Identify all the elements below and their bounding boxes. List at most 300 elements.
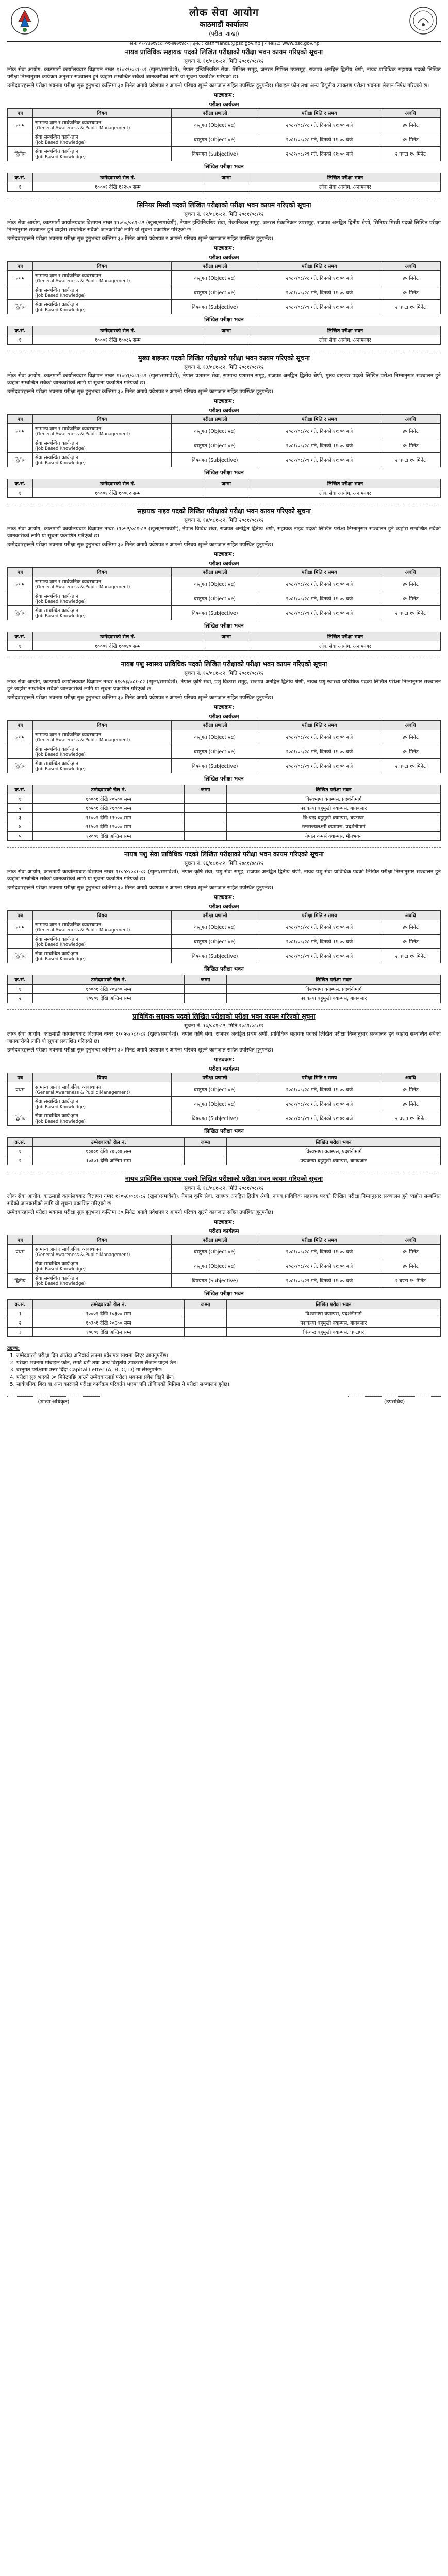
center-rollno: १०४०१ देखि अन्तिम सम्म bbox=[33, 994, 185, 1003]
schedule-row bbox=[8, 920, 441, 935]
schedule-duration: ४५ मिनेट bbox=[380, 1259, 441, 1274]
notice-paragraph: उम्मेदवारहरूले परीक्षा भवनमा परीक्षा सुरु हुनुभन्दा कम्तिमा ३० मिनेट अगावै प्रवेशपत्र र आफ्नो परिचय खुल्ने कागजात सहित उपस्थित हुनुपर्नेछ। bbox=[7, 542, 273, 548]
schedule-subject bbox=[33, 1097, 172, 1111]
schedule-subject-en: (Job Based Knowledge) bbox=[35, 140, 86, 145]
schedule-duration: ४५ मिनेट bbox=[380, 424, 441, 438]
center-header-row bbox=[8, 326, 441, 335]
notice-section bbox=[7, 1009, 441, 1165]
center-name: लोक सेवा आयोग, अनामनगर bbox=[250, 641, 440, 651]
center-count bbox=[185, 822, 226, 832]
center-header-cell: उम्मेदवारको रोल नं. bbox=[33, 479, 203, 488]
schedule-header-cell: परीक्षा मिति र समय bbox=[258, 1235, 380, 1245]
schedule-subject bbox=[33, 591, 172, 606]
schedule-method: विषयगत (Subjective) bbox=[172, 949, 258, 963]
schedule-duration: ४५ मिनेट bbox=[380, 132, 441, 147]
schedule-method: वस्तुगत (Objective) bbox=[172, 1259, 258, 1274]
signature-left bbox=[7, 1396, 100, 1405]
schedule-subject-np: सामान्य ज्ञान र सार्वजनिक व्यवस्थापन bbox=[35, 120, 102, 126]
schedule-subject bbox=[33, 271, 172, 285]
schedule-subject bbox=[33, 606, 172, 620]
center-row bbox=[8, 335, 441, 345]
center-rollno: १०००१ देखि ११२५० सम्म bbox=[33, 182, 203, 192]
center-rollno: १०००१ देखि १०३०० सम्म bbox=[33, 1309, 185, 1318]
center-header-cell: जम्मा bbox=[203, 479, 250, 488]
office-section: (परीक्षा शाखा) bbox=[209, 30, 239, 37]
schedule-method: वस्तुगत (Objective) bbox=[172, 730, 258, 744]
center-header-row bbox=[8, 785, 441, 794]
schedule-subject-en: (General Awareness & Public Management) bbox=[35, 1090, 130, 1095]
schedule-subject-en: (Job Based Knowledge) bbox=[35, 599, 86, 604]
schedule-header-cell: परीक्षा मिति र समय bbox=[258, 568, 380, 577]
schedule-subject-en: (Job Based Knowledge) bbox=[35, 957, 86, 962]
center-count bbox=[185, 1147, 226, 1156]
schedule-row bbox=[8, 730, 441, 744]
schedule-subject bbox=[33, 300, 172, 314]
schedule-duration: २ घण्टा १५ मिनेट bbox=[380, 759, 441, 773]
schedule-method: वस्तुगत (Objective) bbox=[172, 1082, 258, 1097]
schedule-subject-en: (Job Based Knowledge) bbox=[35, 942, 86, 947]
schedule-subject-np: सेवा सम्बन्धित कार्य-ज्ञान bbox=[35, 951, 79, 957]
schedule-method: वस्तुगत (Objective) bbox=[172, 285, 258, 300]
center-sn: १ bbox=[8, 985, 33, 994]
schedule-phase: द्वितीय bbox=[8, 1274, 33, 1288]
center-sn: १ bbox=[8, 335, 33, 345]
schedule-table bbox=[7, 261, 441, 314]
schedule-header-cell: परीक्षा प्रणाली bbox=[172, 415, 258, 424]
schedule-header-cell: परीक्षा मिति र समय bbox=[258, 1073, 380, 1082]
schedule-subject-en: (Job Based Knowledge) bbox=[35, 1281, 86, 1286]
notices-container bbox=[7, 47, 441, 1337]
center-count bbox=[185, 804, 226, 813]
schedule-header-cell: परीक्षा मिति र समय bbox=[258, 721, 380, 730]
notice-paragraph: लोक सेवा आयोग, काठमाडौं कार्यालयबाट विज्ञापन नम्बर ११०५५/०८१-८२ (खुला/समावेशी), नेपाल कृषि सेवा, राजपत्र अनङ्कित प्रथम श्रेणी, प्राविधिक सहायक पदको लिखित परीक्षा निम्नानुसार सञ्चालन हुने व्यहोरा सम्बन्धित सबैको जानकारीको लागि यो सूचना प्रकाशित गरिएको छ। bbox=[7, 1031, 441, 1044]
center-header-row bbox=[8, 479, 441, 488]
schedule-duration: २ घण्टा १५ मिनेट bbox=[380, 949, 441, 963]
schedule-method: विषयगत (Subjective) bbox=[172, 300, 258, 314]
schedule-row bbox=[8, 453, 441, 467]
center-name: विश्वभाषा क्याम्पस, प्रदर्शनीमार्ग bbox=[226, 985, 440, 994]
schedule-duration: २ घण्टा १५ मिनेट bbox=[380, 300, 441, 314]
center-name: लोक सेवा आयोग, अनामनगर bbox=[250, 182, 440, 192]
center-count bbox=[185, 1156, 226, 1165]
schedule-caption: परीक्षा कार्यक्रम bbox=[209, 101, 239, 108]
schedule-header-row bbox=[8, 262, 441, 271]
schedule-subject-np: सेवा सम्बन्धित कार्य-ज्ञान bbox=[35, 149, 79, 155]
schedule-subject-en: (Job Based Knowledge) bbox=[35, 1119, 86, 1124]
center-header-cell: उम्मेदवारको रोल नं. bbox=[33, 975, 185, 985]
schedule-subject-np: सामान्य ज्ञान र सार्वजनिक व्यवस्थापन bbox=[35, 732, 102, 738]
center-header-cell: क्र.सं. bbox=[8, 632, 33, 641]
center-rollno: १०००१ देखि १०४०० सम्म bbox=[33, 985, 185, 994]
schedule-header-cell: अवधि bbox=[380, 415, 441, 424]
schedule-phase bbox=[8, 591, 33, 606]
schedule-subject-en: (General Awareness & Public Management) bbox=[35, 126, 130, 131]
center-header-cell: जम्मा bbox=[185, 1138, 226, 1147]
center-name: त्रि-चन्द्र बहुमुखी क्याम्पस, घण्टाघर bbox=[226, 1328, 440, 1337]
schedule-subject-en: (Job Based Knowledge) bbox=[35, 614, 86, 619]
notice-ref: सूचना नं. १८/०८१-८२, मिति २०८१/०८/१२ bbox=[184, 1185, 264, 1191]
note-item: 1. उम्मेदवारले परीक्षा दिन आउँदा अनिवार्य रूपमा प्रवेशपत्र साथमा लिएर आउनुपर्नेछ। bbox=[16, 1352, 441, 1359]
center-header-cell: लिखित परीक्षा भवन bbox=[250, 479, 440, 488]
schedule-subject bbox=[33, 1082, 172, 1097]
schedule-date: २०८१/०८/२८ गते, दिनको ११:०० बजे bbox=[258, 577, 380, 591]
center-rollno: ११५०१ देखि १२००० सम्म bbox=[33, 822, 185, 832]
center-row bbox=[8, 182, 441, 192]
schedule-header-row bbox=[8, 415, 441, 424]
schedule-row bbox=[8, 949, 441, 963]
schedule-duration: ४५ मिनेट bbox=[380, 935, 441, 949]
schedule-date: २०८१/०८/२८ गते, दिनको ११:०० बजे bbox=[258, 285, 380, 300]
notice-section bbox=[7, 198, 441, 345]
schedule-date: २०८१/०८/२८ गते, दिनको ११:०० बजे bbox=[258, 591, 380, 606]
schedule-subject-np: सेवा सम्बन्धित कार्य-ज्ञान bbox=[35, 608, 79, 614]
center-header-cell: लिखित परीक्षा भवन bbox=[226, 1138, 440, 1147]
note-item: 4. परीक्षा सुरु भएको ३० मिनेटपछि आउने उम्मेदवारलाई परीक्षा भवनमा प्रवेश दिइने छैन। bbox=[16, 1374, 441, 1381]
schedule-subject-np: सामान्य ज्ञान र सार्वजनिक व्यवस्थापन bbox=[35, 1084, 102, 1090]
center-sn: ३ bbox=[8, 1328, 33, 1337]
exam-center-table bbox=[7, 1299, 441, 1337]
notice-paragraph: लोक सेवा आयोग, काठमाडौं कार्यालयबाट विज्ञापन नम्बर ११०५६/०८१-८२ (खुला/समावेशी), नेपाल कृषि सेवा, राजपत्र अनङ्कित द्वितीय श्रेणी, नायब प्राविधिक सहायक पदको लिखित परीक्षा निम्नानुसार सञ्चालन हुने व्यहोरा सम्बन्धित सबैको जानकारीको लागि यो सूचना प्रकाशित गरिएको छ। bbox=[7, 1194, 441, 1207]
notice-paragraph: लोक सेवा आयोग, काठमाडौं कार्यालयबाट विज्ञापन नम्बर ११०५४/०८१-८२ (खुला/समावेशी), नेपाल कृषि सेवा, पशु सेवा समूह, राजपत्र अनङ्कित द्वितीय श्रेणी, नायब पशु सेवा प्राविधिक पदको लिखित परीक्षा निम्नानुसार सञ्चालन हुने व्यहोरा सम्बन्धित सबैको जानकारीको लागि यो सूचना प्रकाशित गरिएको छ। bbox=[7, 869, 441, 882]
center-count bbox=[185, 832, 226, 841]
center-header-cell: जम्मा bbox=[185, 1300, 226, 1309]
schedule-method: वस्तुगत (Objective) bbox=[172, 935, 258, 949]
schedule-header-cell: अवधि bbox=[380, 721, 441, 730]
schedule-row bbox=[8, 1097, 441, 1111]
schedule-header-cell: परीक्षा प्रणाली bbox=[172, 1235, 258, 1245]
schedule-subject-np: सेवा सम्बन्धित कार्य-ज्ञान bbox=[35, 594, 79, 599]
schedule-subject bbox=[33, 949, 172, 963]
center-sn: १ bbox=[8, 641, 33, 651]
schedule-date: २०८१/०८/२९ गते, दिनको ११:०० बजे bbox=[258, 949, 380, 963]
schedule-method: वस्तुगत (Objective) bbox=[172, 424, 258, 438]
center-name: लोक सेवा आयोग, अनामनगर bbox=[250, 488, 440, 498]
schedule-subject-np: सेवा सम्बन्धित कार्य-ज्ञान bbox=[35, 134, 79, 140]
notice-ref: सूचना नं. १७/०८१-८२, मिति २०८१/०८/१२ bbox=[184, 1023, 264, 1029]
schedule-header-cell: पत्र bbox=[8, 262, 33, 271]
center-name: विश्वभाषा क्याम्पस, प्रदर्शनीमार्ग bbox=[226, 1147, 440, 1156]
schedule-date: २०८१/०८/२८ गते, दिनको ११:०० बजे bbox=[258, 935, 380, 949]
schedule-header-cell: विषय bbox=[33, 911, 172, 920]
schedule-row bbox=[8, 759, 441, 773]
schedule-row bbox=[8, 438, 441, 453]
schedule-date: २०८१/०८/२८ गते, दिनको ११:०० बजे bbox=[258, 1097, 380, 1111]
schedule-header-cell: अवधि bbox=[380, 1235, 441, 1245]
schedule-row bbox=[8, 271, 441, 285]
center-row bbox=[8, 1328, 441, 1337]
syllabus-caption: पाठ्यक्रम: bbox=[213, 398, 235, 404]
notice-title: नायब प्राविधिक सहायक पदको लिखित परीक्षाको परीक्षा भवन कायम गरिएको सूचना bbox=[125, 1175, 323, 1182]
schedule-date: २०८१/०८/२८ गते, दिनको ११:०० बजे bbox=[258, 132, 380, 147]
syllabus-caption: पाठ्यक्रम: bbox=[213, 551, 235, 557]
center-count bbox=[185, 994, 226, 1003]
schedule-date: २०८१/०८/२८ गते, दिनको ११:०० बजे bbox=[258, 118, 380, 132]
center-rollno: १०००१ देखि १००६२ सम्म bbox=[33, 488, 203, 498]
schedule-date: २०८१/०८/२८ गते, दिनको ११:०० बजे bbox=[258, 1245, 380, 1259]
office-header bbox=[7, 4, 441, 46]
center-header-cell: जम्मा bbox=[185, 975, 226, 985]
schedule-table bbox=[7, 108, 441, 161]
center-header-row bbox=[8, 1300, 441, 1309]
schedule-duration: ४५ मिनेट bbox=[380, 920, 441, 935]
center-name: पद्मकन्या बहुमुखी क्याम्पस, बागबजार bbox=[226, 1156, 440, 1165]
center-header-cell: जम्मा bbox=[185, 785, 226, 794]
schedule-header-cell: परीक्षा प्रणाली bbox=[172, 721, 258, 730]
schedule-subject bbox=[33, 438, 172, 453]
schedule-duration: ४५ मिनेट bbox=[380, 591, 441, 606]
schedule-phase bbox=[8, 1097, 33, 1111]
schedule-method: वस्तुगत (Objective) bbox=[172, 920, 258, 935]
center-count bbox=[185, 1328, 226, 1337]
schedule-subject-en: (General Awareness & Public Management) bbox=[35, 585, 130, 590]
schedule-subject bbox=[33, 935, 172, 949]
center-header-row bbox=[8, 1138, 441, 1147]
center-sn: १ bbox=[8, 1309, 33, 1318]
notice-title: नायब पशु सेवा प्राविधिक पदको लिखित परीक्षाको परीक्षा भवन कायम गरिएको सूचना bbox=[124, 850, 324, 858]
schedule-subject-en: (Job Based Knowledge) bbox=[35, 293, 86, 298]
center-row bbox=[8, 1156, 441, 1165]
schedule-header-cell: पत्र bbox=[8, 1235, 33, 1245]
center-header-cell: उम्मेदवारको रोल नं. bbox=[33, 173, 203, 182]
note-item: 2. परीक्षा भवनमा मोबाइल फोन, स्मार्ट घडी तथा अन्य विद्युतीय उपकरण लैजान पाइने छैन। bbox=[16, 1360, 441, 1366]
schedule-method: विषयगत (Subjective) bbox=[172, 453, 258, 467]
center-header-cell: उम्मेदवारको रोल नं. bbox=[33, 326, 203, 335]
notice-ref: सूचना नं. १५/०८१-८२, मिति २०८१/०८/१२ bbox=[184, 671, 264, 676]
notice-divider bbox=[7, 847, 441, 848]
center-rollno: १०३०१ देखि १०६०० सम्म bbox=[33, 1318, 185, 1328]
schedule-table bbox=[7, 1235, 441, 1288]
center-header-cell: उम्मेदवारको रोल नं. bbox=[33, 785, 185, 794]
room-caption: लिखित परीक्षा भवन bbox=[204, 1128, 244, 1134]
schedule-row bbox=[8, 118, 441, 132]
schedule-caption: परीक्षा कार्यक्रम bbox=[209, 561, 239, 567]
schedule-phase bbox=[8, 438, 33, 453]
center-count bbox=[185, 1318, 226, 1328]
schedule-duration: २ घण्टा १५ मिनेट bbox=[380, 147, 441, 161]
center-row bbox=[8, 994, 441, 1003]
schedule-phase: द्वितीय bbox=[8, 147, 33, 161]
schedule-caption: परीक्षा कार्यक्रम bbox=[209, 904, 239, 910]
notes-section bbox=[7, 1344, 441, 1388]
schedule-subject-np: सेवा सम्बन्धित कार्य-ज्ञान bbox=[35, 937, 79, 942]
schedule-row bbox=[8, 147, 441, 161]
schedule-date: २०८१/०८/२९ गते, दिनको ११:०० बजे bbox=[258, 759, 380, 773]
center-row bbox=[8, 794, 441, 804]
schedule-subject-en: (General Awareness & Public Management) bbox=[35, 928, 130, 933]
center-header-cell: क्र.सं. bbox=[8, 173, 33, 182]
center-header-cell: उम्मेदवारको रोल नं. bbox=[33, 1300, 185, 1309]
center-header-cell: लिखित परीक्षा भवन bbox=[226, 1300, 440, 1309]
room-caption: लिखित परीक्षा भवन bbox=[204, 164, 244, 170]
notice-paragraph: लोक सेवा आयोग, काठमाडौं कार्यालयबाट विज्ञापन नम्बर ११०५०/०८१-८२ (खुला/समावेशी), नेपाल इन्जिनियरिङ सेवा, मेकानिकल समूह, जनरल मेकानिकल उपसमूह, राजपत्र अनङ्कित द्वितीय श्रेणी, सिनियर मिस्त्री पदको लिखित परीक्षा निम्नानुसार सञ्चालन हुने व्यहोरा सम्बन्धित सबैको जानकारीको लागि यो सूचना प्रकाशित गरिएको छ। bbox=[7, 220, 441, 233]
exam-center-table bbox=[7, 173, 441, 192]
schedule-row bbox=[8, 132, 441, 147]
note-item: 5. सार्वजनिक बिदा वा अन्य कारणले परीक्षा कार्यक्रम परिवर्तन भएमा पनि तोकिएको मितिमा नै परीक्षा सञ्चालन हुनेछ। bbox=[16, 1381, 441, 1388]
schedule-row bbox=[8, 285, 441, 300]
schedule-duration: ४५ मिनेट bbox=[380, 438, 441, 453]
notice-section bbox=[7, 847, 441, 1003]
center-name: लोक सेवा आयोग, अनामनगर bbox=[250, 335, 440, 345]
syllabus-caption: पाठ्यक्रम: bbox=[213, 1219, 235, 1225]
schedule-header-cell: पत्र bbox=[8, 415, 33, 424]
schedule-header-cell: विषय bbox=[33, 262, 172, 271]
schedule-duration: ४५ मिनेट bbox=[380, 1097, 441, 1111]
schedule-header-cell: परीक्षा प्रणाली bbox=[172, 911, 258, 920]
schedule-header-cell: पत्र bbox=[8, 1073, 33, 1082]
schedule-method: वस्तुगत (Objective) bbox=[172, 577, 258, 591]
schedule-subject bbox=[33, 1259, 172, 1274]
center-row bbox=[8, 985, 441, 994]
room-caption: लिखित परीक्षा भवन bbox=[204, 623, 244, 629]
center-header-cell: क्र.सं. bbox=[8, 1300, 33, 1309]
room-caption: लिखित परीक्षा भवन bbox=[204, 966, 244, 972]
center-header-cell: क्र.सं. bbox=[8, 326, 33, 335]
schedule-row bbox=[8, 577, 441, 591]
notice-paragraph: उम्मेदवारहरूले परीक्षा भवनमा परीक्षा सुरु हुनुभन्दा कम्तिमा ३० मिनेट अगावै प्रवेशपत्र र आफ्नो परिचय खुल्ने कागजात सहित उपस्थित हुनुपर्नेछ। bbox=[7, 885, 273, 891]
center-header-row bbox=[8, 173, 441, 182]
room-caption: लिखित परीक्षा भवन bbox=[204, 1291, 244, 1297]
schedule-header-row bbox=[8, 568, 441, 577]
center-count bbox=[185, 1309, 226, 1318]
center-rollno: १०००१ देखि १०५०० सम्म bbox=[33, 794, 185, 804]
schedule-header-cell: परीक्षा प्रणाली bbox=[172, 1073, 258, 1082]
schedule-subject-np: सेवा सम्बन्धित कार्य-ज्ञान bbox=[35, 455, 79, 461]
schedule-header-cell: परीक्षा मिति र समय bbox=[258, 109, 380, 118]
schedule-subject-np: सेवा सम्बन्धित कार्य-ज्ञान bbox=[35, 1261, 79, 1267]
schedule-subject bbox=[33, 132, 172, 147]
center-header-cell: क्र.सं. bbox=[8, 1138, 33, 1147]
notice-paragraph: लोक सेवा आयोग, काठमाडौं कार्यालयबाट विज्ञापन नम्बर ११०४९/०८१-८२ (खुला/समावेशी), नेपाल इन्जिनियरिङ सेवा, सिभिल समूह, जनरल सिभिल उपसमूह, राजपत्र अनङ्कित द्वितीय श्रेणी, नायब प्राविधिक सहायक पदको लिखित परीक्षा निम्नानुसार कार्यक्रम अनुसार सञ्चालन हुने व्यहोरा सम्बन्धित सबैको जानकारीको लागि यो सूचना प्रकाशित गरिएको छ। bbox=[7, 67, 441, 80]
schedule-subject-np: सामान्य ज्ञान र सार्वजनिक व्यवस्थापन bbox=[35, 922, 102, 928]
center-header-cell: क्र.सं. bbox=[8, 479, 33, 488]
schedule-subject-en: (Job Based Knowledge) bbox=[35, 446, 86, 451]
center-sn: २ bbox=[8, 804, 33, 813]
schedule-phase: प्रथम bbox=[8, 577, 33, 591]
schedule-header-cell: परीक्षा प्रणाली bbox=[172, 262, 258, 271]
schedule-subject-en: (Job Based Knowledge) bbox=[35, 308, 86, 313]
center-count bbox=[203, 335, 250, 345]
schedule-date: २०८१/०८/२९ गते, दिनको ११:०० बजे bbox=[258, 1111, 380, 1126]
center-rollno: १०६०१ देखि अन्तिम सम्म bbox=[33, 1156, 185, 1165]
schedule-table bbox=[7, 910, 441, 963]
schedule-row bbox=[8, 1082, 441, 1097]
schedule-header-cell: अवधि bbox=[380, 911, 441, 920]
schedule-subject-np: सेवा सम्बन्धित कार्य-ज्ञान bbox=[35, 440, 79, 446]
center-count bbox=[185, 813, 226, 822]
exam-center-table bbox=[7, 326, 441, 345]
schedule-header-cell: परीक्षा मिति र समय bbox=[258, 911, 380, 920]
schedule-date: २०८१/०८/२८ गते, दिनको ११:०० बजे bbox=[258, 1082, 380, 1097]
center-sn: १ bbox=[8, 1147, 33, 1156]
schedule-row bbox=[8, 424, 441, 438]
center-sn: ४ bbox=[8, 822, 33, 832]
notice-title: नायब पशु स्वास्थ्य प्राविधिक पदको लिखित परीक्षाको परीक्षा भवन कायम गरिएको सूचना bbox=[121, 660, 327, 668]
notice-paragraph: उम्मेदवारहरूले परीक्षा भवनमा परीक्षा सुरु हुनुभन्दा कम्तिमा ३० मिनेट अगावै प्रवेशपत्र र आफ्नो परिचय खुल्ने कागजात सहित उपस्थित हुनुपर्नेछ। bbox=[7, 236, 273, 242]
schedule-header-cell: पत्र bbox=[8, 109, 33, 118]
notice-paragraph: उम्मेदवारहरूले परीक्षा भवनमा परीक्षा सुरु हुनुभन्दा कम्तिमा ३० मिनेट अगावै प्रवेशपत्र र आफ्नो परिचय खुल्ने कागजात सहित उपस्थित हुनुपर्नेछ। मोबाइल फोन तथा अन्य विद्युतीय उपकरण परीक्षा भवनमा लैजान निषेध गरिएको छ। bbox=[7, 83, 429, 89]
schedule-subject bbox=[33, 744, 172, 759]
center-rollno: १०००१ देखि १०६०० सम्म bbox=[33, 1147, 185, 1156]
schedule-subject bbox=[33, 1245, 172, 1259]
center-row bbox=[8, 813, 441, 822]
notice-ref: सूचना नं. १४/०८१-८२, मिति २०८१/०८/१२ bbox=[184, 518, 264, 523]
center-name: रत्नराज्यलक्ष्मी क्याम्पस, प्रदर्शनीमार्ग bbox=[226, 822, 440, 832]
schedule-header-cell: परीक्षा मिति र समय bbox=[258, 262, 380, 271]
center-rollno: १०६०१ देखि अन्तिम सम्म bbox=[33, 1328, 185, 1337]
signature-left-name: (शाखा अधिकृत) bbox=[7, 1396, 100, 1405]
notice-section bbox=[7, 1172, 441, 1337]
schedule-header-cell: पत्र bbox=[8, 568, 33, 577]
schedule-phase: द्वितीय bbox=[8, 606, 33, 620]
notice-ref: सूचना नं. ११/०८१-८२, मिति २०८१/०८/१२ bbox=[184, 59, 264, 64]
schedule-row bbox=[8, 300, 441, 314]
schedule-duration: २ घण्टा १५ मिनेट bbox=[380, 1111, 441, 1126]
schedule-header-cell: अवधि bbox=[380, 262, 441, 271]
schedule-subject-en: (Job Based Knowledge) bbox=[35, 767, 86, 772]
center-rollno: १२००१ देखि अन्तिम सम्म bbox=[33, 832, 185, 841]
schedule-subject-en: (Job Based Knowledge) bbox=[35, 752, 86, 757]
schedule-date: २०८१/०८/२८ गते, दिनको ११:०० बजे bbox=[258, 1259, 380, 1274]
center-sn: ३ bbox=[8, 813, 33, 822]
center-row bbox=[8, 1147, 441, 1156]
schedule-method: वस्तुगत (Objective) bbox=[172, 132, 258, 147]
schedule-phase: प्रथम bbox=[8, 118, 33, 132]
notice-section bbox=[7, 351, 441, 498]
exam-center-table bbox=[7, 975, 441, 1003]
center-header-row bbox=[8, 975, 441, 985]
schedule-phase bbox=[8, 744, 33, 759]
schedule-duration: ४५ मिनेट bbox=[380, 1245, 441, 1259]
notice-ref: सूचना नं. १२/०८१-८२, मिति २०८१/०८/१२ bbox=[184, 212, 264, 217]
schedule-subject-np: सेवा सम्बन्धित कार्य-ज्ञान bbox=[35, 287, 79, 293]
notice-title: मुख्य बाइन्डर पदको लिखित परीक्षाको परीक्षा भवन कायम गरिएको सूचना bbox=[138, 354, 310, 362]
schedule-subject bbox=[33, 147, 172, 161]
signature-right-name: (उपसचिव) bbox=[348, 1396, 441, 1405]
seal-icon bbox=[409, 6, 438, 35]
schedule-method: वस्तुगत (Objective) bbox=[172, 1245, 258, 1259]
center-row bbox=[8, 488, 441, 498]
schedule-header-cell: पत्र bbox=[8, 721, 33, 730]
schedule-subject-np: सेवा सम्बन्धित कार्य-ज्ञान bbox=[35, 761, 79, 767]
schedule-subject-np: सेवा सम्बन्धित कार्य-ज्ञान bbox=[35, 302, 79, 308]
center-row bbox=[8, 804, 441, 813]
schedule-method: विषयगत (Subjective) bbox=[172, 606, 258, 620]
room-caption: लिखित परीक्षा भवन bbox=[204, 317, 244, 323]
center-header-cell: क्र.सं. bbox=[8, 975, 33, 985]
center-name: त्रि-चन्द्र बहुमुखी क्याम्पस, घण्टाघर bbox=[226, 813, 440, 822]
center-count bbox=[185, 794, 226, 804]
schedule-header-cell: परीक्षा प्रणाली bbox=[172, 109, 258, 118]
notice-title: सिनियर मिस्त्री पदको लिखित परीक्षाको परीक्षा भवन कायम गरिएको सूचना bbox=[137, 201, 311, 209]
center-header-cell: जम्मा bbox=[203, 173, 250, 182]
schedule-subject bbox=[33, 424, 172, 438]
schedule-duration: २ घण्टा १५ मिनेट bbox=[380, 453, 441, 467]
schedule-subject-np: सामान्य ज्ञान र सार्वजनिक व्यवस्थापन bbox=[35, 1247, 102, 1252]
schedule-subject-np: सामान्य ज्ञान र सार्वजनिक व्यवस्थापन bbox=[35, 579, 102, 585]
schedule-header-cell: परीक्षा प्रणाली bbox=[172, 568, 258, 577]
schedule-method: वस्तुगत (Objective) bbox=[172, 438, 258, 453]
schedule-date: २०८१/०८/२८ गते, दिनको ११:०० बजे bbox=[258, 920, 380, 935]
center-count bbox=[203, 182, 250, 192]
schedule-duration: ४५ मिनेट bbox=[380, 118, 441, 132]
schedule-subject bbox=[33, 577, 172, 591]
center-name: पद्मकन्या बहुमुखी क्याम्पस, बागबजार bbox=[226, 1318, 440, 1328]
center-sn: १ bbox=[8, 488, 33, 498]
center-name: पद्मकन्या बहुमुखी क्याम्पस, बागबजार bbox=[226, 994, 440, 1003]
schedule-duration: ४५ मिनेट bbox=[380, 271, 441, 285]
schedule-duration: ४५ मिनेट bbox=[380, 1082, 441, 1097]
schedule-subject bbox=[33, 1274, 172, 1288]
